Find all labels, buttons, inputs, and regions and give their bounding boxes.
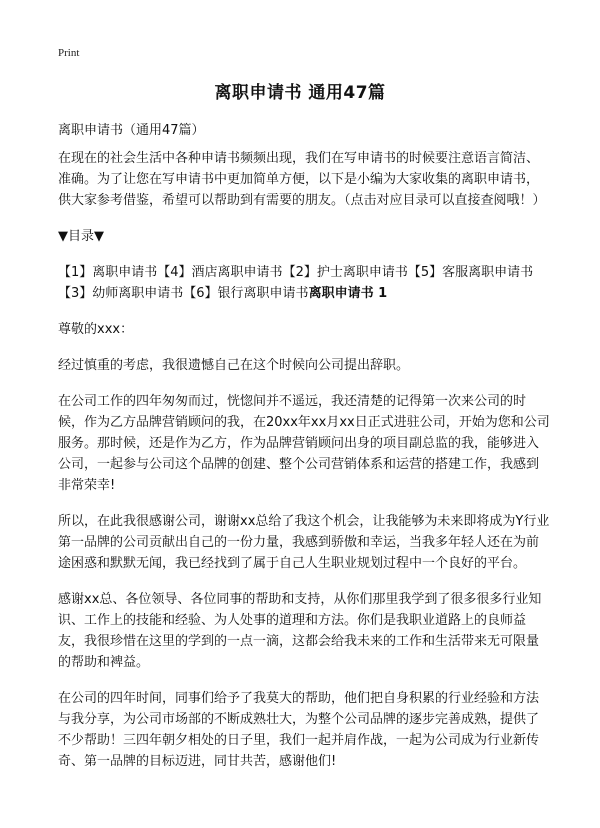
- body-paragraph-1: 经过慎重的考虑，我很遗憾自己在这个时候向公司提出辞职。: [58, 358, 410, 373]
- toc-link-6[interactable]: 【6】银行离职申请书: [183, 286, 309, 301]
- toc-heading: ▼目录▼: [58, 229, 104, 244]
- page-title: 离职申请书 通用47篇: [214, 83, 386, 103]
- document-body: [58, 120, 550, 787]
- body-paragraph-2: 在公司工作的四年匆匆而过，恍惚间并不遥远，我还清楚的记得第一次来公司的时候，作为乙方品牌营销顾问的我，在20xx年xx月xx日正式进驻公司，开始为您和公司服务。那时候，还是作为乙方，作为品牌营销顾问出身的项目副总监的我，能够进入公司，一起参与公司这个品牌的创建、整个公司营销体系和运营的搭建工作，我感到非常荣幸!: [58, 394, 550, 493]
- print-link[interactable]: Print: [58, 47, 80, 59]
- body-paragraph-4: 感谢xx总、各位领导、各位同事的帮助和支持，从你们那里我学到了很多很多行业知识、工作上的技能和经验、为人处事的道理和方法。你们是我职业道路上的良师益友，我很珍惜在这里的学到的一点一滴，这都会给我未来的工作和生活带来无可限量的帮助和裨益。: [58, 592, 542, 670]
- section-heading: 离职申请书 1: [308, 286, 388, 301]
- document-subtitle: 离职申请书（通用47篇）: [58, 123, 205, 138]
- body-paragraph-5: 在公司的四年时间，同事们给予了我莫大的帮助，他们把自身积累的行业经验和方法与我分享，为公司市场部的不断成熟壮大，为整个公司品牌的逐步完善成熟，提供了不少帮助！三四年朝夕相处的日子里，我们一起并肩作战，一起为公司成为行业新传奇、第一品牌的目标迈进，同甘共苦，感谢他们!: [58, 691, 540, 769]
- body-paragraph-3: 所以，在此我很感谢公司，谢谢xx总给了我这个机会，让我能够为未来即将成为Y行业第一品牌的公司贡献出自己的一份力量，我感到骄傲和幸运，当我多年轻人还在为前途困惑和默默无闻，我已经找到了属于自己人生职业规划过程中一个良好的平台。: [58, 514, 550, 571]
- toc-link-3[interactable]: 【3】幼师离职申请书: [58, 286, 184, 301]
- toc-link-2[interactable]: 【2】护士离职申请书: [282, 265, 408, 280]
- toc-link-4[interactable]: 【4】酒店离职申请书: [157, 265, 283, 280]
- intro-paragraph: 在现在的社会生活中各种申请书频频出现，我们在写申请书的时候要注意语言简洁、准确。为了让您在写申请书中更加简单方便，以下是小编为大家收集的离职申请书，供大家参考借鉴，希望可以帮助到有需要的朋友。（点击对应目录可以直接查阅哦！）: [58, 151, 546, 208]
- table-of-contents: [58, 262, 550, 304]
- toc-link-5[interactable]: 【5】客服离职申请书: [407, 265, 534, 280]
- letter-greeting: 尊敬的xxx：: [58, 322, 134, 337]
- toc-link-1[interactable]: 【1】离职申请书: [58, 265, 158, 280]
